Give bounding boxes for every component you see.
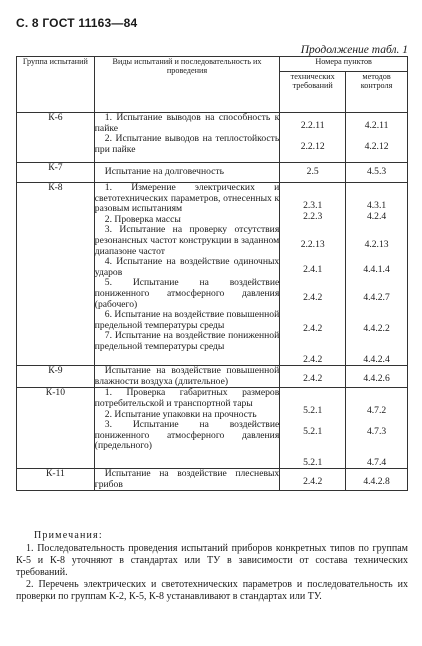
tests-cell xyxy=(94,113,279,163)
table-row xyxy=(17,183,408,366)
notes-title: Примечания: xyxy=(34,530,103,541)
tech-cell xyxy=(280,113,346,163)
group-cell: К-6 xyxy=(17,113,95,163)
col-header-tech: технических требований xyxy=(280,72,346,113)
tests-cell xyxy=(94,469,279,491)
tech-number: 2.2.3 xyxy=(303,210,323,222)
tests-cell xyxy=(94,388,279,469)
tech-number: 2.4.2 xyxy=(303,292,323,304)
method-cell xyxy=(346,183,408,366)
test-item: 3. Испытание на проверку отсутствия резонансных частот конструкции в заданном диапазоне частот xyxy=(94,224,280,257)
method-number: 4.5.3 xyxy=(346,163,408,183)
table-row xyxy=(17,469,408,491)
tech-number: 5.2.1 xyxy=(303,456,323,468)
test-item: 7. Испытание на воздействие пониженной предельной температуры среды xyxy=(94,330,280,352)
page-header: С. 8 ГОСТ 11163—84 xyxy=(16,16,138,30)
method-cell xyxy=(346,388,408,469)
table-continuation-caption: Продолжение табл. 1 xyxy=(300,44,408,56)
tech-number: 2.4.2 xyxy=(303,322,323,334)
col-header-methods: методов контроля xyxy=(346,72,408,113)
test-item: Испытание на долговечность xyxy=(104,166,224,178)
table-row xyxy=(17,113,408,163)
test-item: 4. Испытание на воздействие одиночных ударов xyxy=(94,256,280,278)
method-number: 4.7.3 xyxy=(366,425,387,437)
tests-cell xyxy=(94,163,279,183)
method-number: 4.7.4 xyxy=(366,456,387,468)
method-number: 4.2.11 xyxy=(364,120,389,131)
test-item: 2. Проверка массы xyxy=(104,213,181,225)
method-number: 4.2.4 xyxy=(366,210,387,222)
table-row xyxy=(17,163,408,183)
tests-cell xyxy=(94,366,279,388)
method-number: 4.2.12 xyxy=(364,140,389,152)
method-number: 4.4.2.2 xyxy=(363,322,390,334)
test-item: Испытание на воздействие плесневых грибов xyxy=(94,468,280,490)
method-number: 4.4.2.7 xyxy=(363,292,390,304)
tech-number: 2.2.13 xyxy=(300,239,325,251)
tests-cell xyxy=(94,183,279,366)
test-groups-table xyxy=(16,56,408,491)
test-item: 1. Измерение электрических и светотехнических параметров, отнесенных к разовым испытаниям xyxy=(94,182,280,215)
group-cell: К-10 xyxy=(17,388,95,469)
method-number: 4.4.2.4 xyxy=(363,353,390,365)
tech-cell xyxy=(280,388,346,469)
tech-number: 5.2.1 xyxy=(303,425,323,437)
method-cell xyxy=(346,113,408,163)
test-item: 2. Испытание упаковки на прочность xyxy=(104,408,257,420)
method-number: 4.4.2.8 xyxy=(346,469,408,491)
test-item: 5. Испытание на воздействие пониженного атмосферного давления (рабочего) xyxy=(94,277,280,310)
tech-number: 2.5 xyxy=(280,163,346,183)
method-number: 4.2.13 xyxy=(364,239,389,251)
col-header-group: Группа испытаний xyxy=(17,57,95,113)
test-item: 1. Испытание выводов на способность к пайке xyxy=(94,112,280,134)
col-header-kinds: Виды испытаний и последовательность их проведения xyxy=(94,57,279,113)
group-cell: К-8 xyxy=(17,183,95,366)
tech-number: 2.2.11 xyxy=(300,120,325,131)
group-cell: К-11 xyxy=(17,469,95,491)
test-item: 3. Испытание на воздействие пониженного атмосферного давления (предельного) xyxy=(94,419,280,452)
method-number: 4.7.2 xyxy=(366,405,387,417)
method-number: 4.4.1.4 xyxy=(363,263,390,275)
note-item: 2. Перечень электрических и светотехнических параметров и последовательность их проверки по группам К-2, К-5, К-8 устанавливают в стандартах или ТУ. xyxy=(16,579,408,602)
note-item: 1. Последовательность проведения испытаний приборов конкретных типов по группам К-5 и К-8 уточняют в стандартах или ТУ в зависимости от состава технических требований. xyxy=(16,543,408,578)
tech-number: 2.3.1 xyxy=(303,200,323,211)
tech-number: 2.4.1 xyxy=(303,263,323,275)
tech-number: 2.4.2 xyxy=(280,366,346,388)
tech-number: 2.4.2 xyxy=(303,353,323,365)
table-row xyxy=(17,366,408,388)
table-row xyxy=(17,388,408,469)
method-number: 4.3.1 xyxy=(366,200,387,211)
test-item: 2. Испытание выводов на теплостойкость при пайке xyxy=(94,133,280,155)
group-cell: К-9 xyxy=(17,366,95,388)
test-item: 1. Проверка габаритных размеров потребительской и транспортной тары xyxy=(94,387,280,409)
tech-number: 5.2.1 xyxy=(303,405,323,417)
notes-section xyxy=(16,530,408,603)
group-cell: К-7 xyxy=(17,163,95,183)
test-item: Испытание на воздействие повышенной влажности воздуха (длительное) xyxy=(94,365,280,387)
method-number: 4.4.2.6 xyxy=(346,366,408,388)
test-item: 6. Испытание на воздействие повышенной предельной температуры среды xyxy=(94,309,280,331)
tech-number: 2.4.2 xyxy=(280,469,346,491)
tech-number: 2.2.12 xyxy=(300,140,325,152)
col-header-numbers: Номера пунктов xyxy=(280,57,408,72)
tech-cell xyxy=(280,183,346,366)
